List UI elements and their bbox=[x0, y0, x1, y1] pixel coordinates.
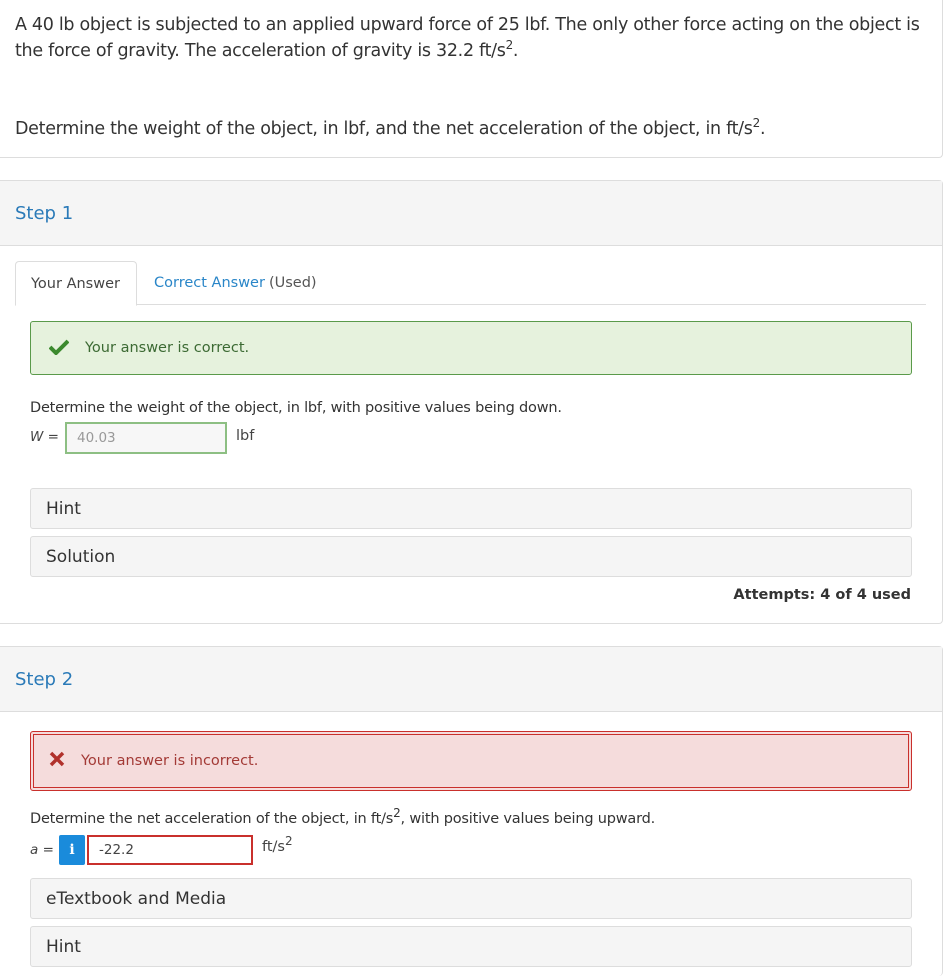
step-1-prompt: Determine the weight of the object, in lbf, with positive values being down. bbox=[30, 400, 562, 416]
correct-answer-alert bbox=[30, 321, 912, 375]
step-1-panel bbox=[0, 180, 943, 624]
hint-label: Hint bbox=[46, 498, 81, 519]
x-icon bbox=[49, 751, 65, 772]
answer-tabs bbox=[15, 261, 926, 305]
acceleration-unit: $ft/s^2$ bbox=[262, 834, 293, 855]
acceleration-answer-field[interactable]: -22.2 bbox=[87, 835, 253, 865]
incorrect-answer-message: Your answer is incorrect. bbox=[81, 753, 259, 769]
info-icon[interactable]: i bbox=[59, 835, 85, 865]
hint-button[interactable] bbox=[30, 488, 912, 529]
problem-question: Determine the weight of the object, in lbf, and the net acceleration of the object, in $ft/s^2$. bbox=[15, 116, 766, 139]
weight-variable-label: W = bbox=[30, 429, 59, 445]
step-2-prompt: Determine the net acceleration of the object, in $ft/s^2$, with positive values being upward. bbox=[30, 806, 656, 827]
problem-statement bbox=[0, 0, 943, 158]
weight-unit: lbf bbox=[236, 428, 255, 444]
incorrect-answer-alert bbox=[30, 731, 912, 791]
etextbook-media-button[interactable] bbox=[30, 878, 912, 919]
step-1-header bbox=[0, 181, 942, 246]
acceleration-variable-label: a = bbox=[30, 842, 54, 858]
tab-your-answer-label: Your Answer bbox=[31, 275, 120, 292]
weight-answer-field[interactable]: 40.03 bbox=[65, 422, 227, 454]
step-2-panel bbox=[0, 646, 943, 976]
check-icon bbox=[49, 336, 69, 360]
tab-correct-answer[interactable] bbox=[139, 261, 332, 305]
solution-label: Solution bbox=[46, 546, 116, 567]
step-2-header bbox=[0, 647, 942, 712]
solution-button[interactable] bbox=[30, 536, 912, 577]
etextbook-media-label: eTextbook and Media bbox=[46, 888, 227, 909]
tab-your-answer[interactable] bbox=[15, 261, 137, 306]
tab-correct-answer-label: Correct Answer bbox=[154, 275, 265, 291]
hint-button-step-2[interactable] bbox=[30, 926, 912, 967]
attempts-counter: Attempts: 4 of 4 used bbox=[733, 587, 911, 603]
problem-text: A 40 lb object is subjected to an applied upward force of 25 lbf. The only other force acting on the object is the force of gravity. The acceleration of gravity is 32.2 $ft/s^2$. bbox=[15, 15, 920, 61]
step-2-title: Step 2 bbox=[15, 668, 74, 690]
correct-answer-message: Your answer is correct. bbox=[85, 340, 250, 356]
tab-used-label: (Used) bbox=[268, 275, 317, 291]
hint-label-step-2: Hint bbox=[46, 936, 81, 957]
step-1-title: Step 1 bbox=[15, 202, 74, 224]
